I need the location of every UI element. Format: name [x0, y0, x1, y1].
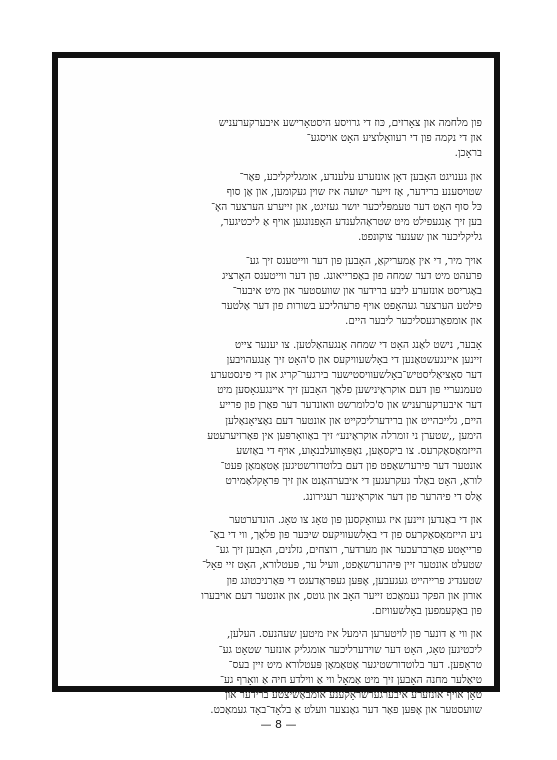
text-line: זיינען איינגעשטאַנען די באָלשעוויקעס און ס'האָט זיך אָנגעהויבען	[226, 353, 482, 366]
text-line: שטויסענע ברידער, אַז זייער ישועה איז שוין געקומען, און אַן סוף	[226, 185, 482, 198]
text-line: און אומפאַרגעסליכער ליבער היים.	[345, 315, 482, 328]
text-line: ניע הייזמאַסאַקרעס פון די באָלשעוויקעס שיכּער פון פלאַך, ווי די באַ־	[209, 529, 482, 542]
paragraph	[70, 627, 482, 718]
text-line: גליקליכער און שענער צוקונפט.	[358, 231, 482, 244]
paragraph	[70, 513, 482, 619]
text-line: שטעלט אונטער זיין פּיהרערשאַפט, וועיל ער, פּעטלורא, האָט זיי פאָל־	[202, 559, 482, 572]
text-line: און ווי אַ דונער פון לויטערען הימעל איז מיטען שעהנעס. העלען,	[226, 628, 482, 641]
text-line: בען זיך אָנגעפילט מיט שטראַהלענדע האָפנונגען אויף אַ ליכטיגער,	[220, 216, 482, 229]
text-line: שוועסטער און אָפּען פאַר דער גאַנצער וועלט אַ בלאָד־באָד געמאַכט.	[210, 704, 482, 717]
text-line: פון מלחמה און צאָרזים, כּוז די גרויסע היסטאָרישע איבערקערעניש	[218, 117, 482, 129]
paragraph	[70, 254, 482, 330]
text-line: אויך מיר, די אין אַמעריקאַ, האָבען פון דער ווייטענס זיך גע־	[245, 254, 482, 267]
text-line: טיאַלער מחנה האָבען זיך מיט אַמאָל ווי אַ ווילדע חיה אַ וואָרף גע־	[220, 673, 482, 686]
text-line: און די נקמה פון די רעוואָלוציע האָט אויסגע־	[306, 132, 482, 145]
text-line: לוראַ, האָט באַלד געקרעגען די איבערהאַנט און זיך פּראָקלאַמירט	[225, 475, 482, 488]
page-number: — 8 —	[260, 718, 297, 731]
text-line: טאָן אויף אונזערע איבערגערשראָקענע אומבאַשיצטע ברידער און	[224, 689, 482, 702]
text-line: און די באַנדען זיינען איז געוואָקסען פון טאָג צו טאָג. הונדערטער	[229, 513, 482, 526]
text-line: בראָכן.	[454, 147, 482, 160]
text-line: פון באַקעמפען באָלשעוויזם.	[371, 605, 482, 618]
text-line: ליכטיגען טאָג, האָט דער שוידערליכער אומגליק אונזער שטאָט גע־	[218, 643, 482, 656]
text-line: פילטע הערצער געהאָפט אויף פרעהליכע בשורות פון דער אַלטער	[221, 300, 482, 313]
text-line: אונטער דער פירערשאַפט פון דעם בלוטדורשטיגען אַטאַמאַן פּעט־	[220, 460, 482, 473]
text-line: אורון און הפקר געמאַכט זייער האָב און גוטס, און אונטער דעם אויבערו	[201, 589, 482, 602]
text-line: דער סאָציאַליסטיש־באָלשעוויסטישער בירגער־קריג און די פינסטערע	[210, 369, 482, 382]
paragraph	[70, 170, 482, 246]
text-line: הייזמאַסאַקרעס. צו ביקסאַען, נאָפּאָוועלבנאָוע, אויף די באַזשע	[236, 445, 482, 458]
text-line: דער איבערקערעניש און ס'כלומרשט וואונדער דער פאַרן פון פרייע	[219, 399, 482, 412]
text-line: טראָפען. דער בלוטדורשטיגער אַטאַמאַן פּעטלורא מיט זיין בעס־	[228, 658, 482, 671]
text-body	[70, 116, 482, 727]
text-line: הימען ,,שטערן ני זומרלה אוקראַינע״ זיך באַוואָרפּען אין פאַרזיערעטע	[207, 429, 482, 442]
text-line: כּל סוף האָט דער טעמפּליכער יושר געזיגט, און זייערע הערצער האָ־	[211, 201, 482, 214]
text-line: באַגריסט אונזערע ליבע ברידער און שוועסטער און מיט איבער־	[232, 285, 482, 298]
text-line: און גענויגט האָבען דאָן אונזערע עלענדע, אומגליקליכע, פּאַר־	[239, 170, 482, 183]
text-line: היים, גלייכהייט און ברידערליכקייט און אונטער דעם נאַציאָנאַלען	[225, 414, 482, 427]
paragraph	[70, 338, 482, 505]
text-line: אַלס די פיהרער פון דער אוקראַינער רעגירונג.	[302, 490, 482, 503]
text-line: פרעהט מיט דער שמחה פון באַפרייאונג. פון דער ווייטענס האָרציג	[221, 269, 482, 282]
text-line: שטענדיג פרייהייט געגעבען, אָפּען געפּראַדעגט די פּאַרניכטונג פון	[226, 574, 482, 587]
text-line: אָבער, נישט לאַנג האָט די שמחה אָנגעהאַלטען. צו יענער צייט	[234, 338, 482, 351]
text-line: פרייאָטע פאַרברעכער און מערדער, רוצחים, גזלנים, האָבען זיך גע־	[215, 544, 482, 557]
text-line: טעמנעריי פון דעם אוקראַינישען פלאַך האָבען זיך איינגעגאָסען מיט	[217, 384, 482, 397]
paragraph	[70, 116, 482, 162]
